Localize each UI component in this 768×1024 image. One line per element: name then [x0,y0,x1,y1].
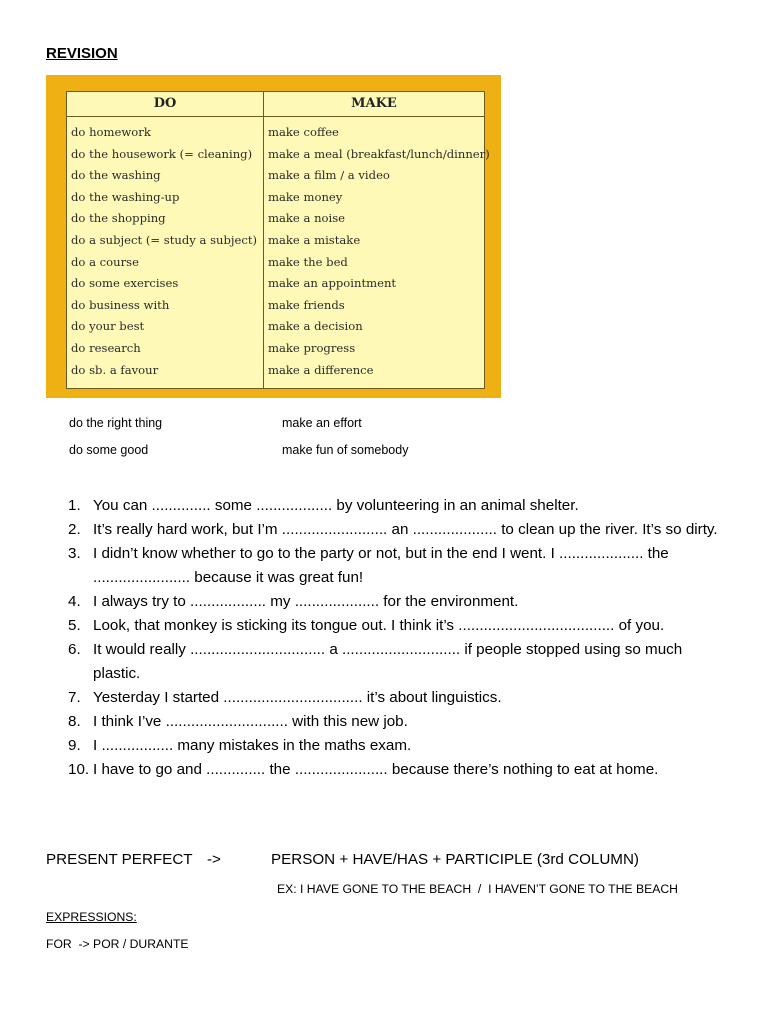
exercise-number: 7. [68,689,81,706]
do-item: do a course [71,254,139,269]
extra-make-2: make fun of somebody [282,443,409,457]
do-item: do the shopping [71,211,166,226]
make-item: make a meal (breakfast/lunch/dinner) [268,146,490,161]
page-title: REVISION [46,45,118,62]
exercise-text: I think I’ve ............................. with this new job. [93,713,408,730]
exercise-item [46,518,726,542]
extra-do-1: do the right thing [69,416,163,430]
make-item: make a noise [268,211,346,226]
exercise-text: Look, that monkey is sticking its tongue out. I think it’s ..................................... of you. [93,617,665,634]
do-column [67,92,264,388]
exercise-item [46,494,726,518]
exercise-text: You can .............. some .................. by volunteering in an animal shelter. [93,497,579,514]
exercise-item [46,710,726,734]
do-item: do the housework (= cleaning) [71,146,253,161]
exercise-number: 2. [68,521,81,538]
make-item: make progress [268,340,356,355]
do-item: do sb. a favour [71,362,159,377]
exercise-number: 8. [68,713,81,730]
do-item: do your best [71,319,145,334]
do-list [67,117,263,381]
do-item: do the washing [71,168,161,183]
exercise-number: 4. [68,593,81,610]
exercise-text: It’s really hard work, but I’m ......................... an .................... to clean up the river. It’s so dirty. [93,521,718,538]
do-make-table-image [46,75,501,398]
do-item: do some exercises [71,276,179,291]
make-item: make an appointment [268,276,397,291]
expressions-heading: EXPRESSIONS: [46,910,137,924]
make-item: make money [268,189,343,204]
do-item: do research [71,340,141,355]
exercise-number: 1. [68,497,81,514]
make-header: MAKE [264,92,484,117]
make-list [264,117,490,381]
exercise-text: It would really ................................ a ............................ if people stopped using so much plastic. [93,641,683,682]
make-item: make a mistake [268,232,361,247]
exercise-number: 10. [68,761,90,778]
do-item: do business with [71,297,170,312]
do-item: do a subject (= study a subject) [71,232,258,247]
grammar-label: PRESENT PERFECT [46,851,193,868]
exercise-number: 5. [68,617,81,634]
make-column [264,92,490,388]
grammar-arrow: -> [207,851,221,868]
do-item: do homework [71,125,151,139]
exercise-item [46,686,726,710]
make-item: make coffee [268,125,339,139]
extra-make-1: make an effort [282,416,362,430]
make-item: make the bed [268,254,348,269]
do-make-table [66,91,490,389]
grammar-example: EX: I HAVE GONE TO THE BEACH / I HAVEN’T GONE TO THE BEACH [277,882,678,896]
exercise-item [46,542,726,590]
exercise-text: I always try to .................. my .................... for the environment. [93,593,519,610]
extra-do-2: do some good [69,443,149,457]
exercise-list [46,494,726,782]
exercise-items [46,494,726,782]
exercise-text: Yesterday I started ................................. it’s about linguistics. [93,689,502,706]
make-item: make a difference [268,362,374,377]
grammar-formula: PERSON + HAVE/HAS + PARTICIPLE (3rd COLUMN) [271,851,639,868]
make-item: make a decision [268,319,363,334]
exercise-number: 9. [68,737,81,754]
do-header: DO [67,92,263,117]
exercise-item [46,758,726,782]
make-item: make friends [268,297,345,312]
exercise-item [46,614,726,638]
exercise-item [46,590,726,614]
make-item: make a film / a video [268,168,390,183]
exercise-item [46,734,726,758]
expression-for: FOR -> POR / DURANTE [46,937,189,951]
exercise-text: I have to go and .............. the ...................... because there’s nothing to eat at home. [93,761,659,778]
exercise-text: I didn’t know whether to go to the party or not, but in the end I went. I .................... the ....................... because it was great fun! [93,545,669,586]
exercise-number: 3. [68,545,81,562]
do-item: do the washing-up [71,189,180,204]
exercise-item [46,638,726,686]
exercise-number: 6. [68,641,81,658]
exercise-text: I ................. many mistakes in the maths exam. [93,737,412,754]
